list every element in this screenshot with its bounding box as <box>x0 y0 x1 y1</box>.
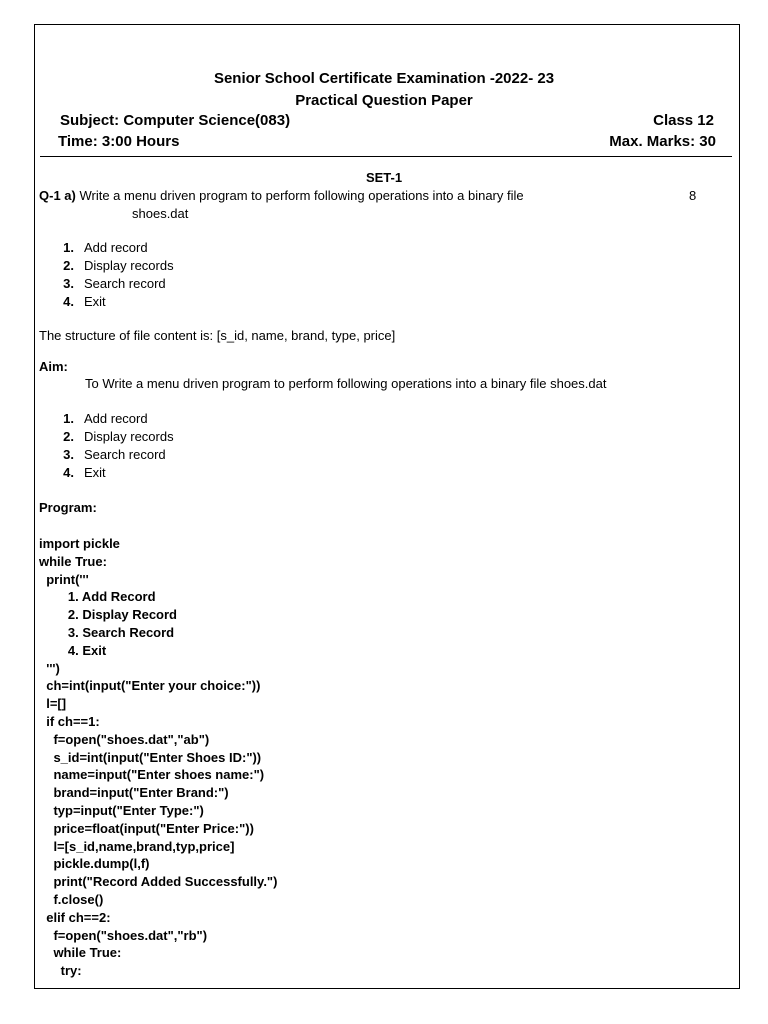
code-line: name=input("Enter shoes name:") <box>39 767 265 783</box>
header-divider <box>40 156 732 157</box>
code-line: f=open("shoes.dat","ab") <box>39 731 210 747</box>
aim-heading: Aim: <box>39 359 68 374</box>
exam-title: Senior School Certificate Examination -2022- 23 <box>213 70 555 87</box>
code-line: 2. Display Record <box>39 607 177 623</box>
list-item: 1. Add record <box>63 411 148 426</box>
code-line: l=[s_id,name,brand,typ,price] <box>39 838 235 854</box>
aim-text: To Write a menu driven program to perform following operations into a binary file shoes.dat <box>85 376 607 391</box>
code-line: brand=input("Enter Brand:") <box>39 785 229 801</box>
file-structure-text: The structure of file content is: [s_id, name, brand, type, price] <box>39 328 396 343</box>
list-item: 3. Search record <box>63 276 166 291</box>
code-line: typ=input("Enter Type:") <box>39 802 204 818</box>
program-heading: Program: <box>39 500 97 515</box>
class-label: Class 12 <box>653 112 714 129</box>
program-code <box>39 535 277 980</box>
list-item: 2. Display records <box>63 258 174 273</box>
paper-title: Practical Question Paper <box>295 92 473 109</box>
question-marks: 8 <box>689 188 697 203</box>
subject-label: Subject: Computer Science(083) <box>60 112 291 129</box>
question-line <box>39 188 524 203</box>
code-line: f=open("shoes.dat","rb") <box>39 927 208 943</box>
code-line: print("Record Added Successfully.") <box>39 874 278 890</box>
code-line: 3. Search Record <box>39 624 175 640</box>
max-marks-label: Max. Marks: 30 <box>609 133 716 150</box>
list-item: 2. Display records <box>63 429 174 444</box>
list-item: 1. Add record <box>63 240 148 255</box>
code-line: price=float(input("Enter Price:")) <box>39 820 254 836</box>
code-line: pickle.dump(l,f) <box>39 856 150 872</box>
list-item: 4. Exit <box>63 294 106 309</box>
question-text: Write a menu driven program to perform following operations into a binary file <box>79 188 524 203</box>
code-line: if ch==1: <box>39 713 100 729</box>
code-line: l=[] <box>39 696 67 712</box>
list-item: 3. Search record <box>63 447 166 462</box>
code-line: try: <box>39 963 82 979</box>
question-number: Q-1 a) <box>39 188 76 203</box>
code-line: ''') <box>39 660 60 676</box>
code-line: f.close() <box>39 891 104 907</box>
code-line: while True: <box>39 553 107 569</box>
time-label: Time: 3:00 Hours <box>58 133 180 150</box>
question-text-continued: shoes.dat <box>132 206 189 221</box>
code-line: 1. Add Record <box>39 589 156 605</box>
code-line: print(''' <box>39 571 89 587</box>
code-line: import pickle <box>39 536 120 551</box>
list-item: 4. Exit <box>63 465 106 480</box>
code-line: 4. Exit <box>39 642 107 658</box>
code-line: while True: <box>39 945 122 961</box>
code-line: s_id=int(input("Enter Shoes ID:")) <box>39 749 262 765</box>
code-line: elif ch==2: <box>39 909 111 925</box>
code-line: ch=int(input("Enter your choice:")) <box>39 678 261 694</box>
set-label: SET-1 <box>365 170 403 185</box>
